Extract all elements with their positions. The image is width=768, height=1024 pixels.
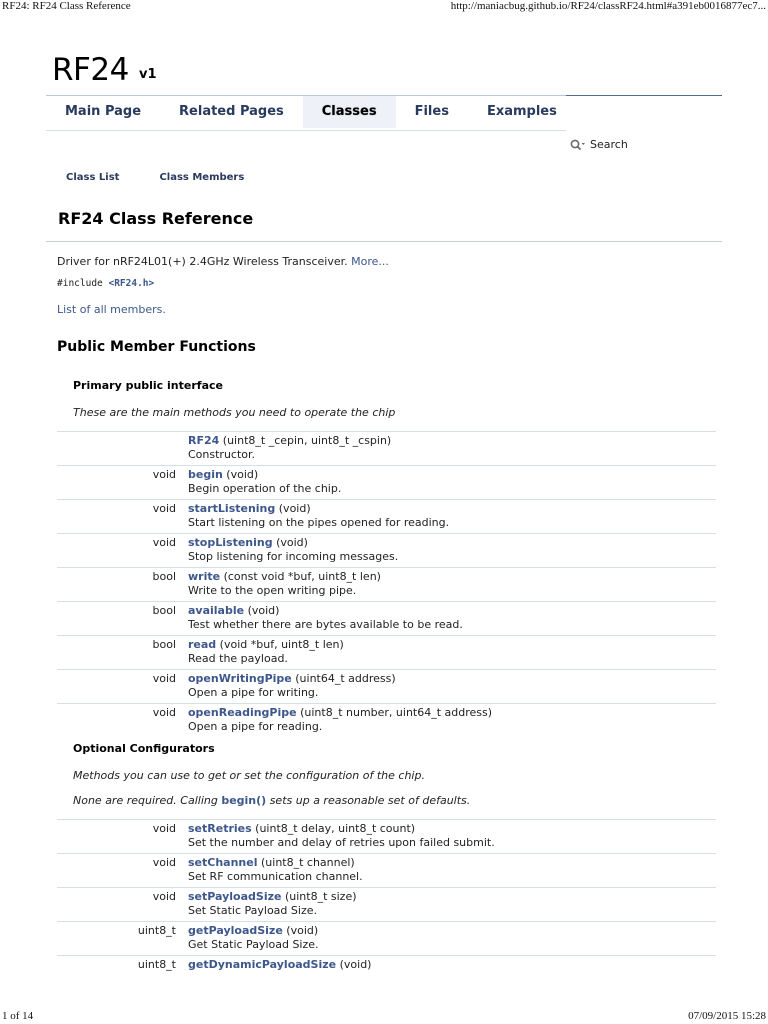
member-signature	[188, 958, 371, 971]
member-row	[57, 567, 716, 601]
member-return-type: void	[152, 672, 176, 685]
member-args: (void)	[272, 536, 308, 549]
tab-class-members[interactable]: Class Members	[159, 172, 245, 183]
member-name-link[interactable]: write	[188, 570, 221, 583]
desc2-before: None are required. Calling	[73, 794, 222, 807]
member-return-type: void	[152, 468, 176, 481]
tab-main-page[interactable]: Main Page	[65, 104, 142, 119]
brief-text: Driver for nRF24L01(+) 2.4GHz Wireless Transceiver.	[57, 255, 348, 268]
member-args: (const void *buf, uint8_t len)	[220, 570, 381, 583]
include-line	[57, 278, 154, 289]
member-table-primary	[57, 431, 716, 737]
member-args: (void)	[282, 924, 319, 937]
member-args: (uint8_t delay, uint8_t count)	[251, 822, 416, 835]
desc2-after: sets up a reasonable set of defaults.	[266, 794, 471, 807]
search-label: Search	[590, 138, 628, 151]
member-args: (uint8_t size)	[281, 890, 357, 903]
project-name: RF24	[52, 52, 129, 88]
member-name-link[interactable]: RF24	[188, 434, 220, 447]
tab-files[interactable]: Files	[414, 104, 449, 119]
member-args: (void)	[275, 502, 311, 515]
print-footer-date: 07/09/2015 15:28	[688, 1010, 766, 1022]
member-row	[57, 853, 716, 887]
member-return-type: void	[152, 856, 176, 869]
member-args: (void)	[244, 604, 280, 617]
member-row	[57, 819, 716, 853]
member-return-type: void	[152, 706, 176, 719]
member-description: Test whether there are bytes available to be read.	[188, 618, 463, 631]
tab-class-list[interactable]: Class List	[66, 172, 120, 183]
member-signature	[188, 468, 258, 481]
member-row	[57, 635, 716, 669]
tab-related-pages[interactable]: Related Pages	[179, 104, 284, 119]
member-description: Write to the open writing pipe.	[188, 584, 357, 597]
member-name-link[interactable]: begin	[188, 468, 223, 481]
member-args: (void)	[222, 468, 259, 481]
brief-description	[57, 255, 389, 268]
member-args: (uint8_t _cepin, uint8_t _cspin)	[219, 434, 392, 447]
member-signature	[188, 672, 396, 685]
member-signature	[188, 570, 381, 583]
member-description: Open a pipe for reading.	[188, 720, 323, 733]
member-name-link[interactable]: read	[188, 638, 217, 651]
member-description: Set RF communication channel.	[188, 870, 363, 883]
member-return-type: uint8_t	[137, 924, 176, 937]
member-return-type: void	[152, 890, 176, 903]
tab-classes[interactable]: Classes	[303, 96, 396, 128]
group-title-configurators: Optional Configurators	[73, 742, 215, 755]
print-footer-page: 1 of 14	[2, 1010, 34, 1022]
more-link[interactable]: More...	[351, 255, 389, 268]
group-desc-configurators: Methods you can use to get or set the configuration of the chip.	[73, 769, 425, 782]
member-return-type: bool	[152, 570, 176, 583]
all-members-link[interactable]: List of all members.	[57, 303, 166, 316]
member-row	[57, 601, 716, 635]
member-row	[57, 921, 716, 955]
all-members	[57, 303, 166, 316]
search-icon	[570, 139, 586, 151]
member-args: (void *buf, uint8_t len)	[216, 638, 344, 651]
class-subtabs	[46, 172, 264, 183]
member-description: Open a pipe for writing.	[188, 686, 319, 699]
member-return-type: bool	[152, 638, 176, 651]
group-desc-primary: These are the main methods you need to operate the chip	[73, 406, 396, 419]
member-description: Set the number and delay of retries upon failed submit.	[188, 836, 495, 849]
member-args: (void)	[336, 958, 372, 971]
member-description: Get Static Payload Size.	[188, 938, 319, 951]
include-file-link[interactable]: <RF24.h>	[108, 278, 155, 289]
member-name-link[interactable]: setPayloadSize	[188, 890, 282, 903]
member-args: (uint8_t channel)	[257, 856, 355, 869]
member-description: Start listening on the pipes opened for reading.	[188, 516, 450, 529]
member-row	[57, 669, 716, 703]
member-row	[57, 703, 716, 737]
main-tabs	[46, 96, 576, 130]
member-description: Set Static Payload Size.	[188, 904, 317, 917]
member-return-type: void	[152, 536, 176, 549]
member-description: Constructor.	[188, 448, 256, 461]
group-desc-configurators-2	[73, 794, 470, 807]
member-name-link[interactable]: startListening	[188, 502, 276, 515]
nav-bottom-rule	[46, 130, 566, 131]
member-signature	[188, 434, 391, 447]
member-signature	[188, 706, 492, 719]
include-prefix: #include	[57, 278, 109, 289]
member-name-link[interactable]: setChannel	[188, 856, 258, 869]
member-row	[57, 465, 716, 499]
member-row	[57, 533, 716, 567]
search-box[interactable]	[570, 138, 628, 151]
member-args: (uint64_t address)	[291, 672, 396, 685]
member-row	[57, 955, 716, 989]
member-name-link[interactable]: available	[188, 604, 245, 617]
member-signature	[188, 638, 344, 651]
member-args: (uint8_t number, uint64_t address)	[296, 706, 493, 719]
group-title-primary: Primary public interface	[73, 379, 223, 392]
member-return-type: uint8_t	[137, 958, 176, 971]
member-signature	[188, 502, 311, 515]
member-name-link[interactable]: getDynamicPayloadSize	[188, 958, 337, 971]
print-header-title: RF24: RF24 Class Reference	[2, 0, 131, 12]
member-return-type: void	[152, 502, 176, 515]
member-description: Stop listening for incoming messages.	[188, 550, 399, 563]
member-row	[57, 887, 716, 921]
member-signature	[188, 536, 308, 549]
member-name-link[interactable]: getPayloadSize	[188, 924, 283, 937]
page-title: RF24 Class Reference	[58, 209, 254, 228]
member-name-link[interactable]: setRetries	[188, 822, 252, 835]
member-signature	[188, 604, 279, 617]
member-row	[57, 431, 716, 465]
project-number: v1	[139, 67, 157, 82]
print-header-url: http://maniacbug.github.io/RF24/classRF24.html#a391eb0016877ec7...	[450, 0, 766, 12]
tab-examples[interactable]: Examples	[486, 104, 557, 119]
member-return-type: bool	[152, 604, 176, 617]
member-description: Read the payload.	[188, 652, 288, 665]
member-row	[57, 499, 716, 533]
member-signature	[188, 822, 415, 835]
member-name-link[interactable]: openWritingPipe	[188, 672, 292, 685]
member-signature	[188, 890, 357, 903]
member-description: Begin operation of the chip.	[188, 482, 342, 495]
member-signature	[188, 924, 318, 937]
member-name-link[interactable]: openReadingPipe	[188, 706, 297, 719]
member-return-type: void	[152, 822, 176, 835]
member-table-configurators	[57, 819, 716, 989]
member-name-link[interactable]: stopListening	[188, 536, 273, 549]
begin-link[interactable]: begin()	[221, 794, 267, 807]
section-title: Public Member Functions	[57, 339, 256, 355]
member-signature	[188, 856, 355, 869]
nav-top-rule-accent	[566, 95, 722, 96]
header-rule	[46, 241, 722, 242]
